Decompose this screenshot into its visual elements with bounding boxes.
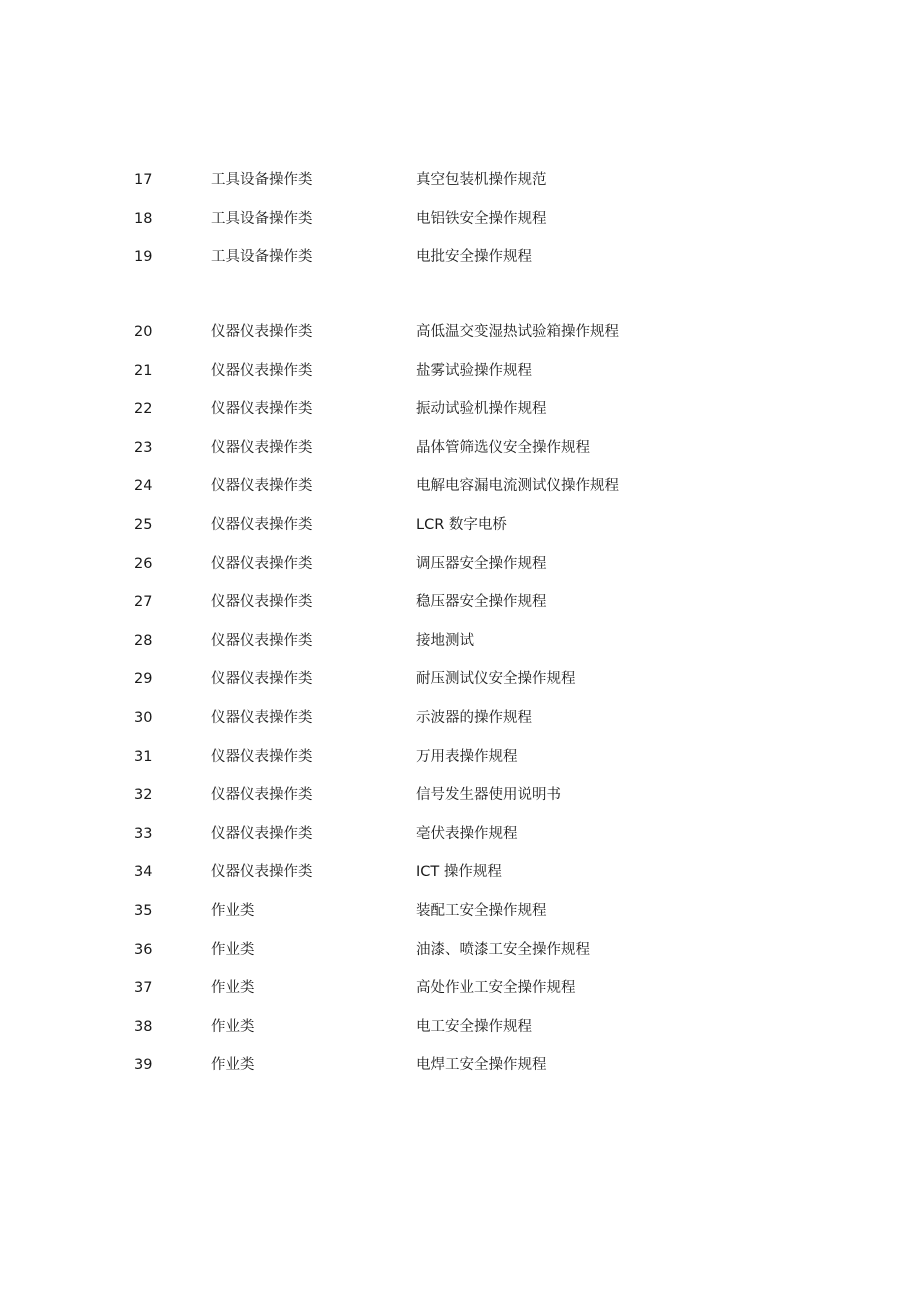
list-item xyxy=(0,438,920,477)
item-number: 27 xyxy=(134,594,153,611)
list-item xyxy=(0,785,920,824)
item-number: 31 xyxy=(134,748,153,765)
item-category: 仪器仪表操作类 xyxy=(211,787,313,804)
item-category: 作业类 xyxy=(211,980,255,997)
item-number: 35 xyxy=(134,902,153,919)
item-number: 32 xyxy=(134,787,153,804)
item-category: 仪器仪表操作类 xyxy=(211,401,313,418)
item-number: 33 xyxy=(134,825,153,842)
item-category: 仪器仪表操作类 xyxy=(211,324,313,340)
list-item xyxy=(0,1055,920,1094)
item-number: 19 xyxy=(134,249,153,266)
list-item xyxy=(0,862,920,901)
list-item xyxy=(0,940,920,979)
item-number: 30 xyxy=(134,709,153,726)
item-name: 高处作业工安全操作规程 xyxy=(416,980,576,997)
item-category: 仪器仪表操作类 xyxy=(211,632,313,649)
list-item xyxy=(0,209,920,248)
list-item xyxy=(0,322,920,361)
list-item xyxy=(0,669,920,708)
item-name: 电批安全操作规程 xyxy=(416,249,532,266)
item-number: 38 xyxy=(134,1018,153,1035)
item-number: 26 xyxy=(134,555,153,572)
item-category: 仪器仪表操作类 xyxy=(211,439,313,456)
item-name: LCR 数字电桥 xyxy=(416,516,507,533)
item-name: 稳压器安全操作规程 xyxy=(416,594,547,611)
list-item xyxy=(0,747,920,786)
item-name: 电工安全操作规程 xyxy=(416,1018,532,1035)
item-name: 装配工安全操作规程 xyxy=(416,902,547,919)
item-category: 工具设备操作类 xyxy=(211,210,313,227)
item-number: 24 xyxy=(134,478,153,495)
item-name: ICT 操作规程 xyxy=(416,864,502,881)
item-number: 20 xyxy=(134,324,153,340)
item-name: 振动试验机操作规程 xyxy=(416,401,547,418)
item-name: 真空包装机操作规范 xyxy=(416,172,547,188)
item-category: 作业类 xyxy=(211,902,255,919)
item-number: 21 xyxy=(134,362,153,379)
item-name: 晶体管筛选仪安全操作规程 xyxy=(416,439,590,456)
list-group-tools xyxy=(0,170,920,286)
list-item xyxy=(0,554,920,593)
item-category: 仪器仪表操作类 xyxy=(211,478,313,495)
item-category: 仪器仪表操作类 xyxy=(211,516,313,533)
list-group-instruments-and-work xyxy=(0,322,920,1094)
item-category: 作业类 xyxy=(211,941,255,958)
list-item xyxy=(0,515,920,554)
item-name: 油漆、喷漆工安全操作规程 xyxy=(416,941,590,958)
item-name: 接地测试 xyxy=(416,632,474,649)
item-name: 示波器的操作规程 xyxy=(416,709,532,726)
item-category: 工具设备操作类 xyxy=(211,172,313,188)
item-name: 万用表操作规程 xyxy=(416,748,518,765)
item-name: 耐压测试仪安全操作规程 xyxy=(416,671,576,688)
item-number: 22 xyxy=(134,401,153,418)
list-item xyxy=(0,476,920,515)
item-category: 仪器仪表操作类 xyxy=(211,748,313,765)
item-category: 仪器仪表操作类 xyxy=(211,362,313,379)
item-number: 37 xyxy=(134,980,153,997)
list-item xyxy=(0,247,920,286)
item-name: 高低温交变湿热试验箱操作规程 xyxy=(416,324,619,340)
item-name: 调压器安全操作规程 xyxy=(416,555,547,572)
item-name: 盐雾试验操作规程 xyxy=(416,362,532,379)
item-category: 仪器仪表操作类 xyxy=(211,709,313,726)
item-number: 17 xyxy=(134,172,153,188)
item-number: 25 xyxy=(134,516,153,533)
item-category: 仪器仪表操作类 xyxy=(211,594,313,611)
item-number: 39 xyxy=(134,1057,153,1074)
list-item xyxy=(0,170,920,209)
list-item xyxy=(0,708,920,747)
item-number: 29 xyxy=(134,671,153,688)
item-name: 电焊工安全操作规程 xyxy=(416,1057,547,1074)
item-number: 18 xyxy=(134,210,153,227)
item-number: 23 xyxy=(134,439,153,456)
item-category: 作业类 xyxy=(211,1018,255,1035)
list-item xyxy=(0,978,920,1017)
list-item xyxy=(0,361,920,400)
item-name: 电铝铁安全操作规程 xyxy=(416,210,547,227)
item-number: 28 xyxy=(134,632,153,649)
list-item xyxy=(0,592,920,631)
list-item xyxy=(0,631,920,670)
item-category: 仪器仪表操作类 xyxy=(211,825,313,842)
item-category: 仪器仪表操作类 xyxy=(211,555,313,572)
list-item xyxy=(0,399,920,438)
item-category: 工具设备操作类 xyxy=(211,249,313,266)
item-name: 亳伏表操作规程 xyxy=(416,825,518,842)
list-item xyxy=(0,901,920,940)
item-category: 作业类 xyxy=(211,1057,255,1074)
item-number: 36 xyxy=(134,941,153,958)
item-number: 34 xyxy=(134,864,153,881)
item-category: 仪器仪表操作类 xyxy=(211,671,313,688)
list-item xyxy=(0,1017,920,1056)
list-item xyxy=(0,824,920,863)
item-name: 信号发生器使用说明书 xyxy=(416,787,561,804)
item-name: 电解电容漏电流测试仪操作规程 xyxy=(416,478,619,495)
item-category: 仪器仪表操作类 xyxy=(211,864,313,881)
